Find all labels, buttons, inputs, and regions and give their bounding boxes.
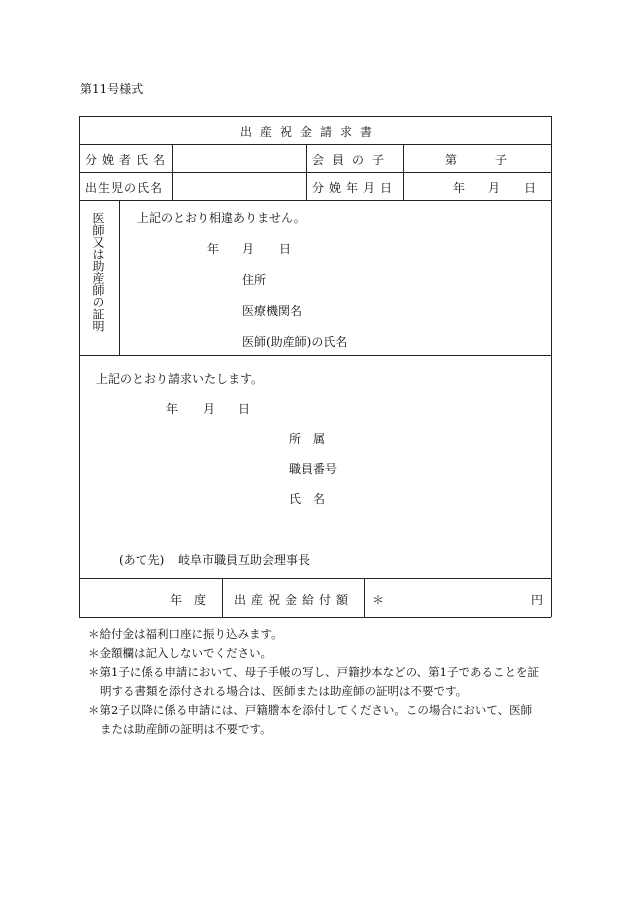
doctor-name-label: 医師(助産師)の氏名 bbox=[242, 335, 348, 349]
requester-name-label: 氏 名 bbox=[289, 492, 326, 506]
child-order-suffix: 子 bbox=[495, 153, 508, 167]
note-item: 明する書類を添付される場合は、医師または助産師の証明は不要です。 bbox=[100, 684, 468, 698]
table-line bbox=[79, 144, 551, 145]
doctor-statement: 上記のとおり相違ありません。 bbox=[137, 211, 306, 225]
note-item: ＊第1子に係る申請において、母子手帳の写し、戸籍抄本などの、第1子であることを証 bbox=[88, 665, 539, 679]
newborn-name-label: 出生児の氏名 bbox=[85, 181, 164, 195]
request-date-day: 日 bbox=[238, 402, 251, 416]
table-line bbox=[79, 355, 551, 356]
addressee: 岐阜市職員互助会理事長 bbox=[178, 553, 311, 567]
table-line bbox=[79, 578, 551, 579]
table-line bbox=[172, 144, 173, 200]
amount-asterisk: ＊ bbox=[372, 593, 385, 607]
note-item: ＊金額欄は記入しないでください。 bbox=[88, 646, 272, 660]
fiscal-year-label: 年 度 bbox=[170, 593, 207, 607]
form-title: 出産祝金請求書 bbox=[240, 125, 381, 139]
table-border-right bbox=[551, 116, 552, 617]
table-border-top bbox=[79, 116, 551, 117]
department-label: 所 属 bbox=[289, 432, 326, 446]
note-item: ＊第2子以降に係る申請には、戸籍謄本を添付してください。この場合において、医師 bbox=[88, 703, 533, 717]
child-order-prefix: 第 bbox=[445, 153, 458, 167]
request-date-year: 年 bbox=[166, 402, 179, 416]
doctor-date-year: 年 bbox=[207, 242, 220, 256]
doctor-date-month: 月 bbox=[242, 242, 255, 256]
table-line bbox=[403, 144, 404, 200]
addressee-label: (あて先) bbox=[119, 553, 165, 567]
member-child-label: 会員の子 bbox=[312, 153, 393, 167]
table-line bbox=[222, 578, 223, 617]
birth-bonus-amount-label: 出産祝金給付額 bbox=[234, 593, 354, 607]
medical-institution-label: 医療機関名 bbox=[242, 304, 303, 318]
currency-unit: 円 bbox=[531, 593, 544, 607]
request-statement: 上記のとおり請求いたします。 bbox=[96, 372, 264, 386]
delivery-date-year: 年 bbox=[453, 181, 466, 195]
table-border-bottom bbox=[79, 617, 551, 618]
table-line bbox=[119, 200, 120, 355]
note-item: または助産師の証明は不要です。 bbox=[100, 722, 272, 736]
doctor-address-label: 住所 bbox=[242, 273, 267, 287]
doctor-date-day: 日 bbox=[279, 242, 292, 256]
doctor-certification-label: 医師又は助産師の証明 bbox=[91, 212, 105, 332]
delivery-person-name-label: 分娩者氏名 bbox=[85, 153, 171, 167]
note-item: ＊給付金は福利口座に振り込みます。 bbox=[88, 627, 283, 641]
table-line bbox=[79, 200, 551, 201]
delivery-date-label: 分娩年月日 bbox=[312, 181, 398, 195]
form-number: 第11号様式 bbox=[80, 82, 144, 96]
table-border-left bbox=[79, 116, 80, 617]
request-date-month: 月 bbox=[203, 402, 216, 416]
delivery-date-month: 月 bbox=[488, 181, 501, 195]
table-line bbox=[364, 578, 365, 617]
delivery-date-day: 日 bbox=[524, 181, 537, 195]
table-line bbox=[79, 172, 551, 173]
table-line bbox=[306, 144, 307, 200]
staff-number-label: 職員番号 bbox=[289, 462, 338, 476]
